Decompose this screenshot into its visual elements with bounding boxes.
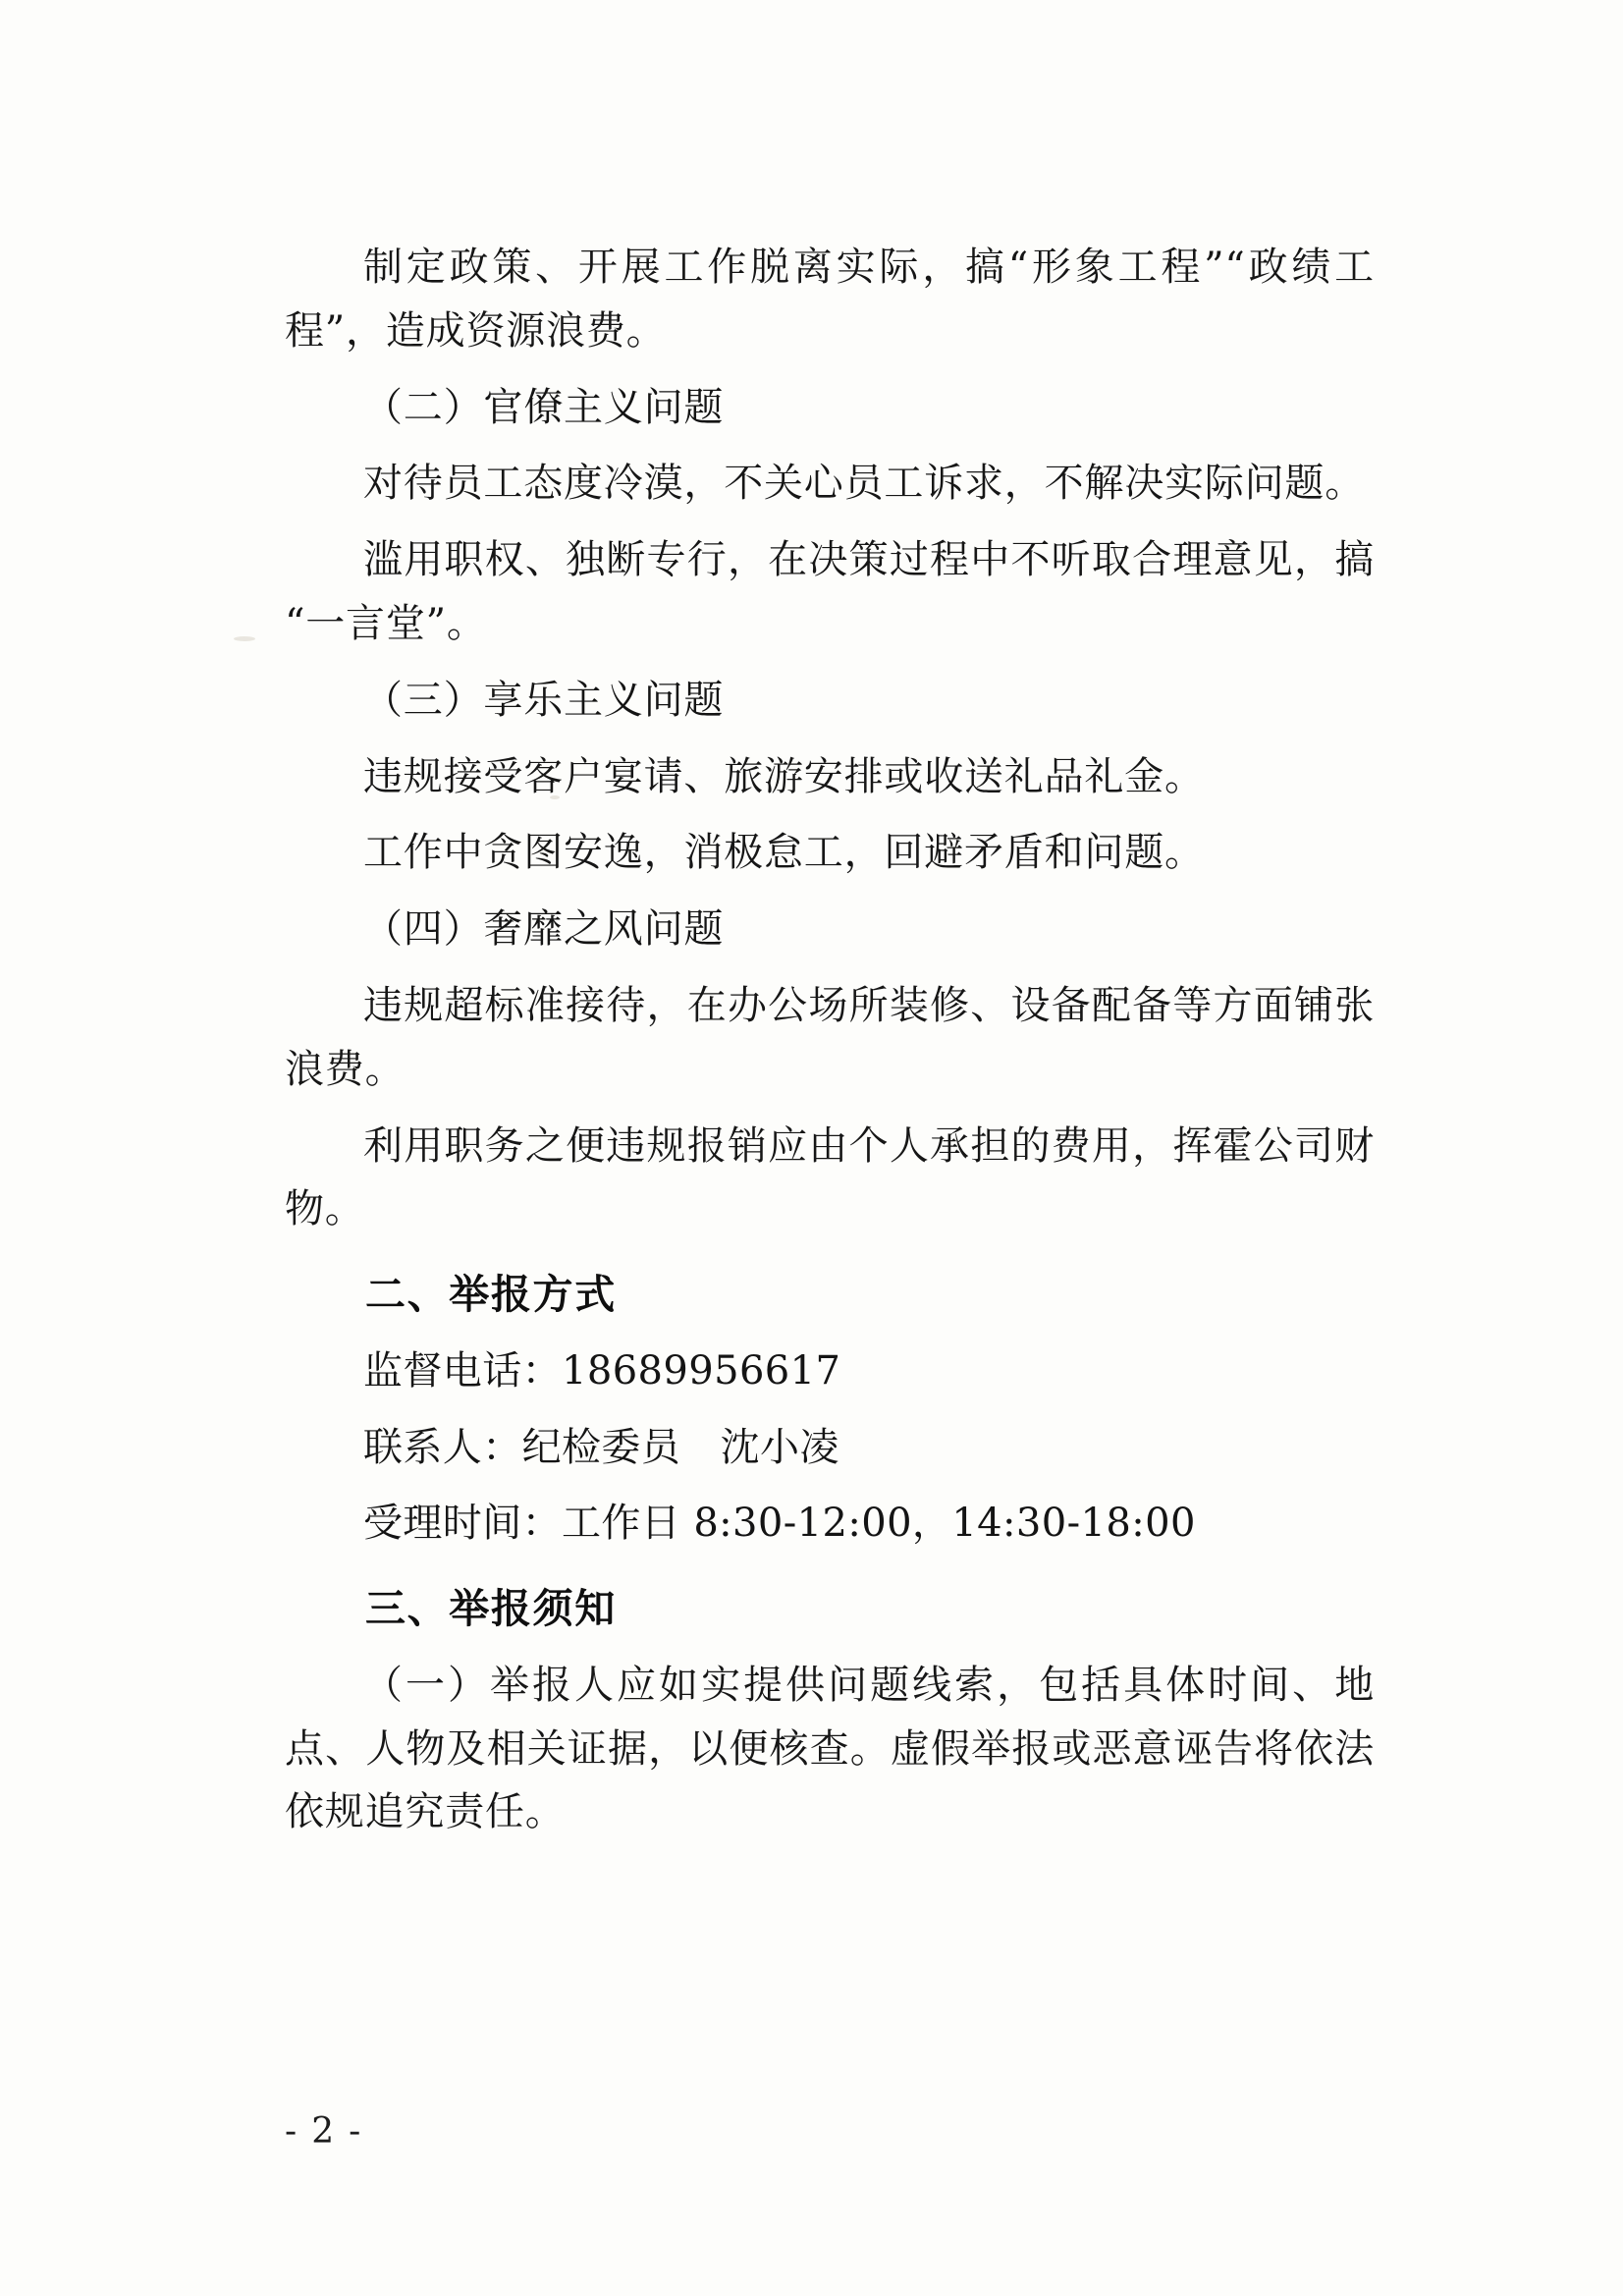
- paragraph-notice-item-one: （一）举报人应如实提供问题线索，包括具体时间、地点、人物及相关证据，以便核查。虚假举报或恶意诬告将依法依规追究责任。: [285, 1662, 1375, 1835]
- paragraph-abuse-of-power: 滥用职权、独断专行，在决策过程中不听取合理意见，搞“一言堂”。: [285, 537, 1375, 646]
- subheading-extravagance: （四）奢靡之风问题: [363, 906, 725, 953]
- contact-service-hours: 受理时间：工作日 8:30-12:00，14:30-18:00: [363, 1501, 1196, 1547]
- subheading-bureaucracy: （二）官僚主义问题: [363, 384, 725, 430]
- paper-speck: [234, 636, 255, 641]
- paragraph-formalism-projects: 制定政策、开展工作脱离实际，搞“形象工程”“政绩工程”，造成资源浪费。: [285, 245, 1375, 354]
- subheading-hedonism: （三）享乐主义问题: [363, 677, 725, 723]
- paragraph-improper-banquets: 违规接受客户宴请、旅游安排或收送礼品礼金。: [363, 753, 1205, 799]
- page-number: - 2 -: [285, 2111, 363, 2152]
- contact-person: 联系人：纪检委员 沈小凌: [363, 1424, 839, 1470]
- paragraph-improper-reimbursement: 利用职务之便违规报销应由个人承担的费用，挥霍公司财物。: [285, 1122, 1375, 1232]
- document-body: [285, 236, 1375, 1857]
- heading-reporting-notice: 三、举报须知: [365, 1585, 617, 1633]
- paragraph-idleness: 工作中贪图安逸，消极怠工，回避矛盾和问题。: [363, 830, 1205, 876]
- paragraph-excessive-reception: 违规超标准接待，在办公场所装修、设备配备等方面铺张浪费。: [285, 982, 1375, 1092]
- paragraph-cold-attitude: 对待员工态度冷漠，不关心员工诉求，不解决实际问题。: [363, 461, 1365, 507]
- heading-reporting-methods: 二、举报方式: [365, 1271, 617, 1319]
- contact-supervision-phone: 监督电话：18689956617: [363, 1347, 841, 1394]
